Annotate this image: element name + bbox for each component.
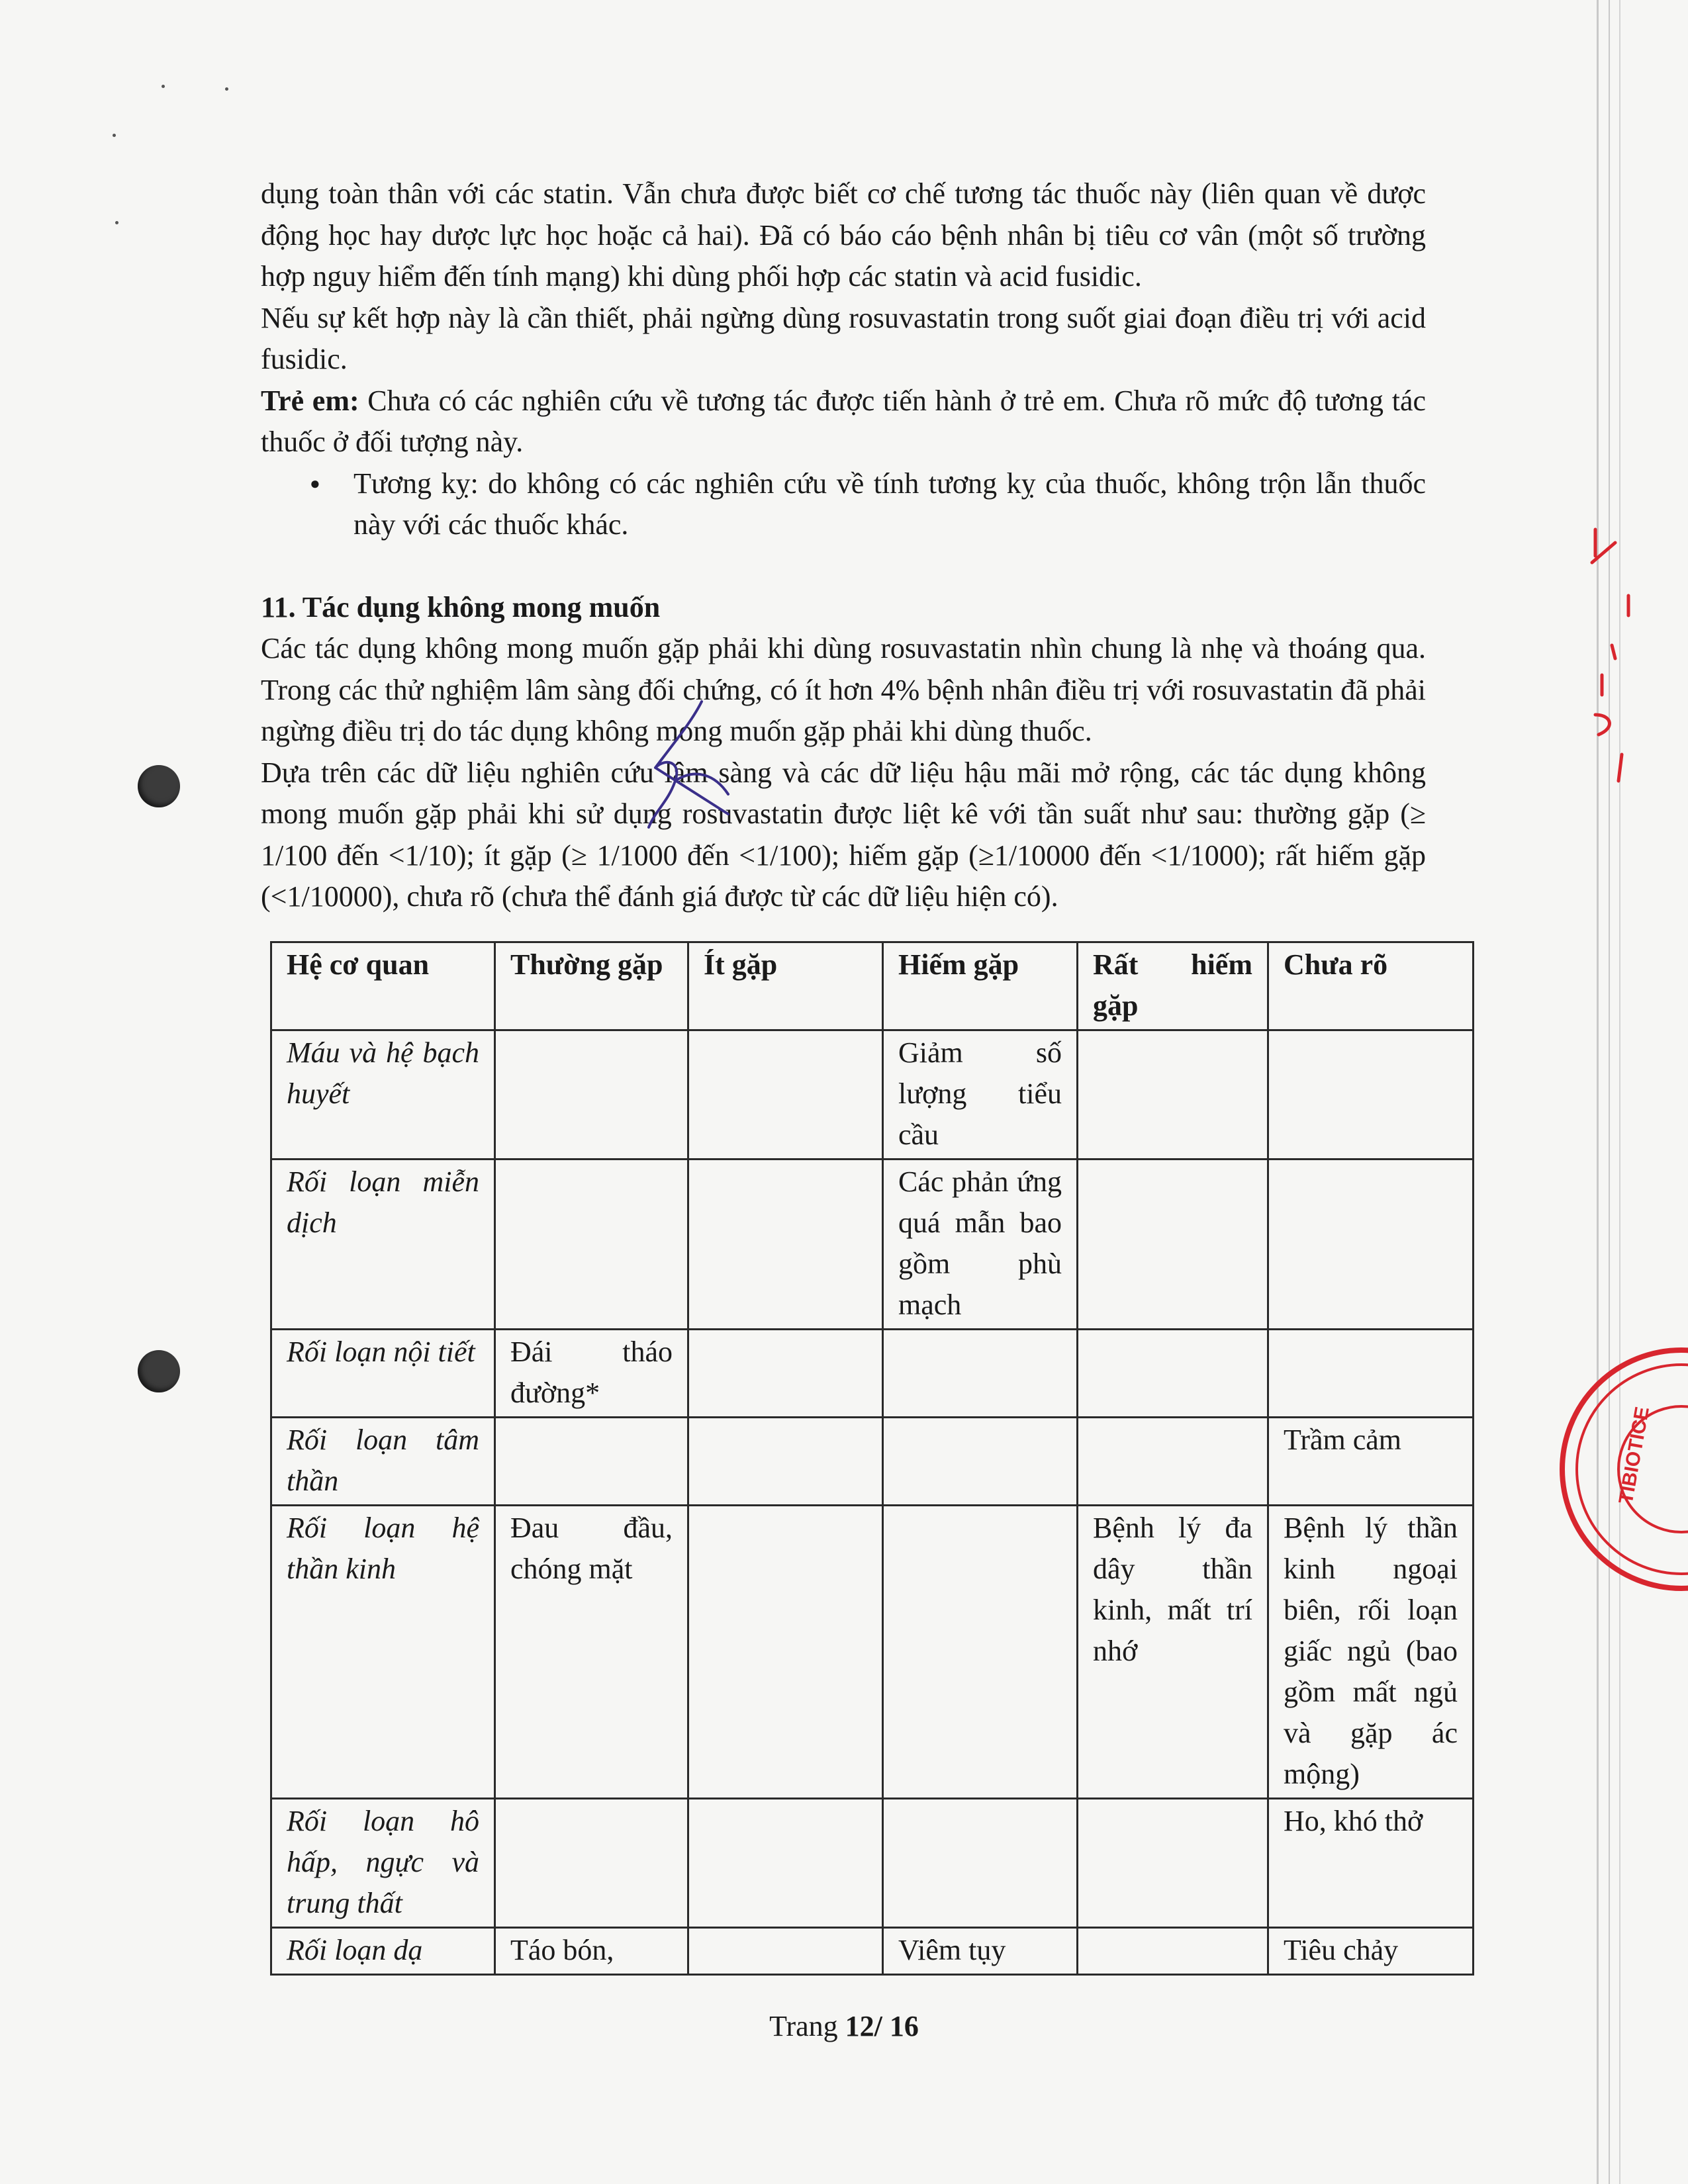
table-row — [271, 1030, 1474, 1160]
table-cell: Rối loạn dạ — [271, 1928, 495, 1975]
column-header: Rất hiếm gặp — [1078, 942, 1268, 1030]
table-cell — [1078, 1030, 1268, 1160]
table-cell: Bệnh lý thần kinh ngoại biên, rối loạn giấc ngủ (bao gồm mất ngủ và gặp ác mộng) — [1268, 1506, 1474, 1799]
page-separator: / — [874, 2010, 890, 2042]
column-header: Hệ cơ quan — [271, 942, 495, 1030]
table-cell: Đái tháo đường* — [495, 1330, 688, 1418]
page-footer — [0, 2009, 1688, 2043]
table-cell — [688, 1330, 883, 1418]
table-cell — [883, 1330, 1078, 1418]
paragraph: Dựa trên các dữ liệu nghiên cứu lâm sàng và các dữ liệu hậu mãi mở rộng, các tác dụng không mong muốn gặp phải khi sử dụng rosuvastatin được liệt kê với tần suất như sau: thường gặp (≥ 1/100 đến <1/10); ít gặp (≥ 1/1000 đến <1/100); hiếm gặp (≥1/10000 đến <1/1000); rất hiếm gặp (<1/10000), chưa rõ (chưa thể đánh giá được từ các dữ liệu hiện có). — [261, 756, 1426, 913]
table-cell: Các phản ứng quá mẫn bao gồm phù mạch — [883, 1160, 1078, 1330]
scan-speck — [113, 134, 116, 137]
table-cell — [1078, 1928, 1268, 1975]
table-cell — [1078, 1418, 1268, 1506]
adverse-effects-table — [270, 941, 1474, 1976]
signature-mark — [629, 695, 761, 841]
table-cell — [1268, 1330, 1474, 1418]
table-cell — [495, 1030, 688, 1160]
page-edge-line — [1609, 0, 1610, 2184]
table-cell — [1268, 1030, 1474, 1160]
company-stamp — [1542, 1337, 1688, 1615]
table-cell — [688, 1799, 883, 1928]
table-cell — [1078, 1330, 1268, 1418]
table-cell: Táo bón, — [495, 1928, 688, 1975]
table-cell: Rối loạn nội tiết — [271, 1330, 495, 1418]
scan-speck — [115, 221, 118, 224]
scan-speck — [162, 85, 165, 88]
table-cell: Ho, khó thở — [1268, 1799, 1474, 1928]
table-cell — [495, 1160, 688, 1330]
scan-speck — [225, 87, 228, 91]
table-cell: Tiêu chảy — [1268, 1928, 1474, 1975]
table-cell: Trầm cảm — [1268, 1418, 1474, 1506]
table-cell — [688, 1160, 883, 1330]
table-cell — [495, 1799, 688, 1928]
table-cell: Rối loạn miễn dịch — [271, 1160, 495, 1330]
paragraph-children — [261, 381, 1426, 463]
page-number: 12 — [845, 2010, 874, 2042]
table-row — [271, 1506, 1474, 1799]
list-item: ● Tương kỵ: do không có các nghiên cứu về tính tương kỵ của thuốc, không trộn lẫn thuốc này với các thuốc khác. — [353, 463, 1426, 546]
children-label: Trẻ em: — [261, 384, 359, 417]
table-row — [271, 1799, 1474, 1928]
section-heading: 11. Tác dụng không mong muốn — [261, 590, 661, 623]
column-header: Thường gặp — [495, 942, 688, 1030]
table-cell — [688, 1030, 883, 1160]
table-cell: Đau đầu, chóng mặt — [495, 1506, 688, 1799]
table-cell — [495, 1418, 688, 1506]
page-total: 16 — [889, 2010, 919, 2042]
page-label: Trang — [769, 2010, 845, 2042]
table-header-row — [271, 942, 1474, 1030]
table-cell: Viêm tụy — [883, 1928, 1078, 1975]
table-row — [271, 1928, 1474, 1975]
bullet-list — [261, 463, 1426, 546]
table-cell: Rối loạn tâm thần — [271, 1418, 495, 1506]
table-row — [271, 1418, 1474, 1506]
table-cell: Bệnh lý đa dây thần kinh, mất trí nhớ — [1078, 1506, 1268, 1799]
table-cell: Rối loạn hệ thần kinh — [271, 1506, 495, 1799]
table-cell — [883, 1506, 1078, 1799]
table-cell — [1078, 1799, 1268, 1928]
table-row — [271, 1160, 1474, 1330]
page-edge-line — [1619, 0, 1620, 2184]
punch-hole — [138, 765, 180, 807]
table-cell: Máu và hệ bạch huyết — [271, 1030, 495, 1160]
stamp-text: TIBIOTICE — [1615, 1404, 1654, 1506]
table-cell — [1078, 1160, 1268, 1330]
table-cell — [688, 1506, 883, 1799]
paragraph: dụng toàn thân với các statin. Vẫn chưa được biết cơ chế tương tác thuốc này (liên quan về dược động học hay dược lực học hoặc cả hai). Đã có báo cáo bệnh nhân bị tiêu cơ vân (một số trường hợp nguy hiểm đến tính mạng) khi dùng phối hợp các statin và acid fusidic. — [261, 177, 1426, 293]
table-row — [271, 1330, 1474, 1418]
table-cell — [883, 1418, 1078, 1506]
table-cell: Rối loạn hô hấp, ngực và trung thất — [271, 1799, 495, 1928]
column-header: Ít gặp — [688, 942, 883, 1030]
body-text — [261, 173, 1426, 918]
children-text: Chưa có các nghiên cứu về tương tác được tiến hành ở trẻ em. Chưa rõ mức độ tương tác thuốc ở đối tượng này. — [261, 384, 1426, 458]
punch-hole — [138, 1350, 180, 1392]
table-cell — [688, 1418, 883, 1506]
column-header: Hiếm gặp — [883, 942, 1078, 1030]
table-cell: Giảm số lượng tiểu cầu — [883, 1030, 1078, 1160]
page-edge-line — [1597, 0, 1599, 2184]
table-cell — [883, 1799, 1078, 1928]
paragraph: Các tác dụng không mong muốn gặp phải khi dùng rosuvastatin nhìn chung là nhẹ và thoáng qua. Trong các thử nghiệm lâm sàng đối chứng, có ít hơn 4% bệnh nhân điều trị với rosuvastatin đã phải ngừng điều trị do tác dụng không mong muốn gặp phải khi dùng thuốc. — [261, 632, 1426, 747]
table-cell — [1268, 1160, 1474, 1330]
paragraph: Nếu sự kết hợp này là cần thiết, phải ngừng dùng rosuvastatin trong suốt giai đoạn điều trị với acid fusidic. — [261, 301, 1426, 375]
stamp-fragment-marks — [1575, 516, 1655, 794]
column-header: Chưa rõ — [1268, 942, 1474, 1030]
table-cell — [688, 1928, 883, 1975]
